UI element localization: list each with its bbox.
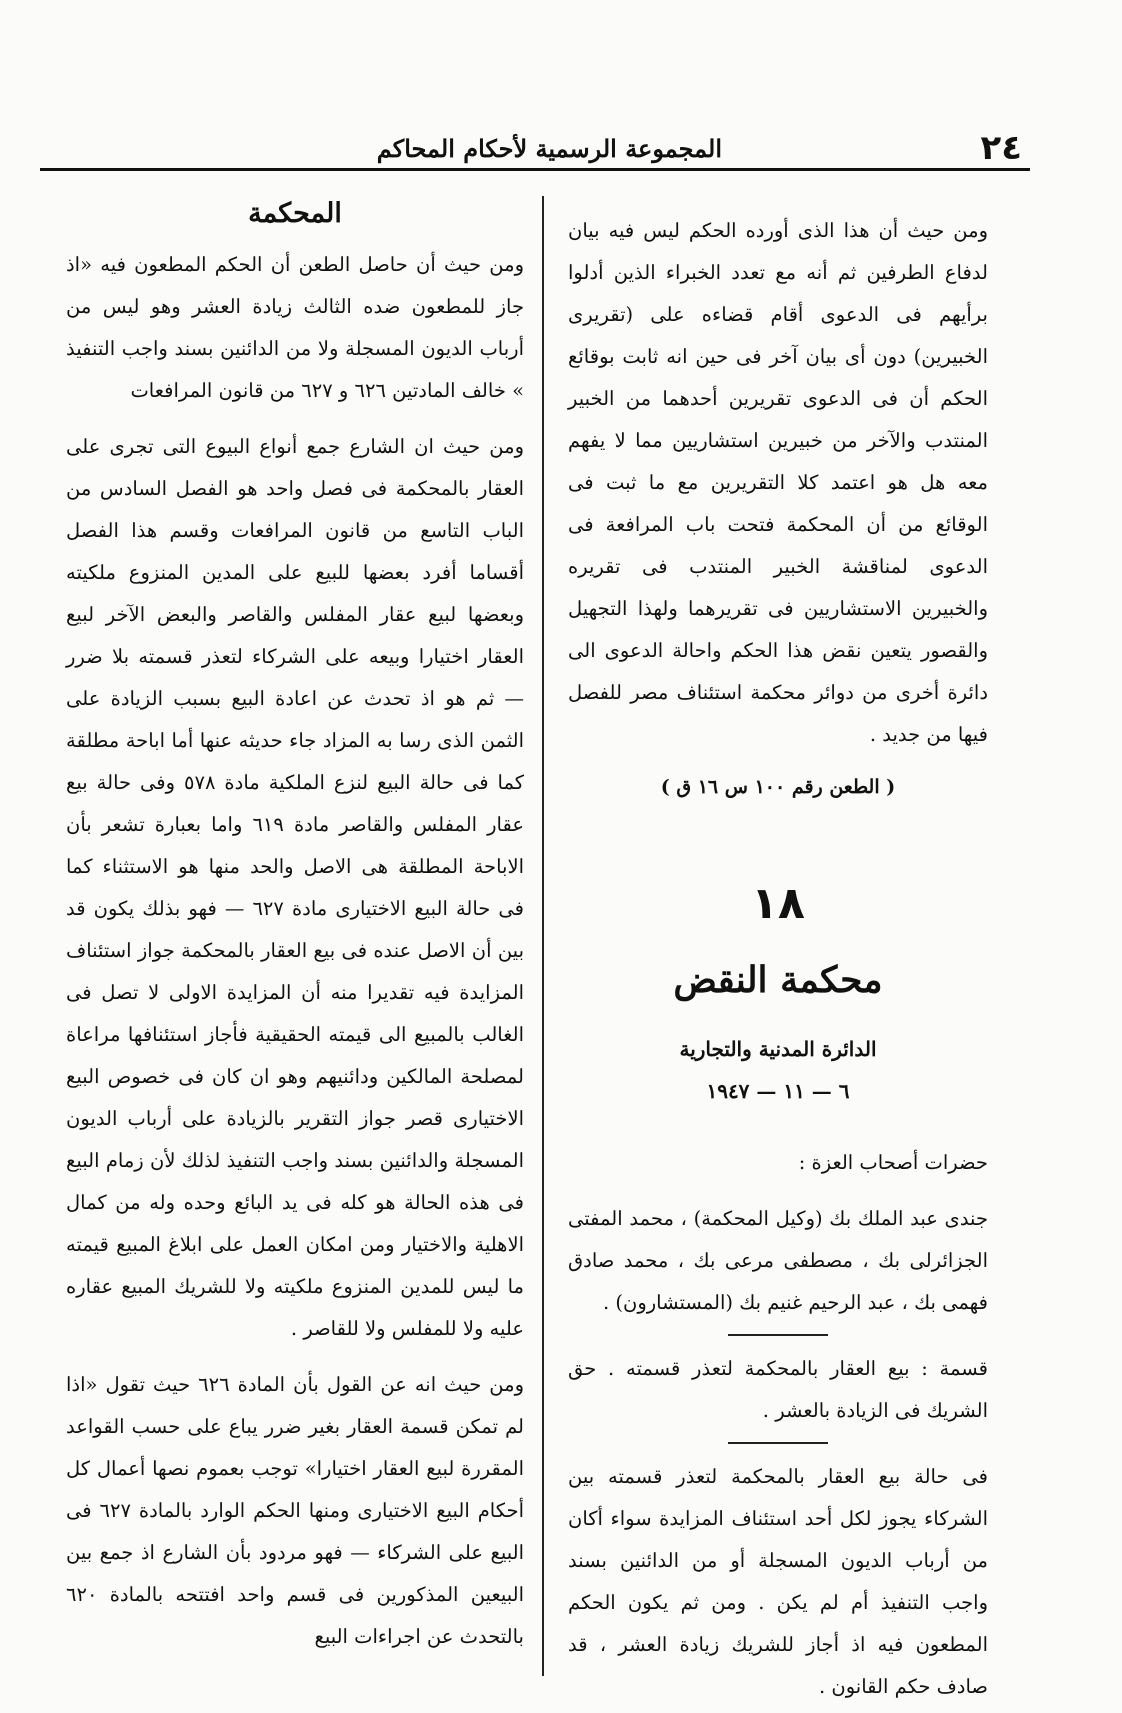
running-title: المجموعة الرسمية لأحكام المحاكم bbox=[376, 134, 722, 163]
appeal-reference: ( الطعن رقم ١٠٠ س ١٦ ق ) bbox=[660, 776, 896, 798]
judgment-date: ٦ — ١١ — ١٩٤٧ bbox=[706, 1079, 850, 1103]
ruling-paragraph: ومن حيث انه عن القول بأن المادة ٦٢٦ حيث تقول «اذا لم تمكن قسمة العقار بغير ضرر يباع على حسب القواعد المقررة لبيع العقار اختيارا» توجب بعموم نصها أعمال كل أحكام البيع الاختيارى ومنها الحكم الوارد بالمادة ٦٢٧ فى البيع على الشركاء — فهو مردود بأن الشارع اذ جمع بين البيعين المذكورين فى قسم واحد افتتحه بالمادة ٦٢٠ بالتحدث عن اجراءات البيع bbox=[66, 1373, 525, 1648]
header-rule bbox=[40, 168, 1030, 171]
circuit-name: الدائرة المدنية والتجارية bbox=[679, 1037, 877, 1061]
column-divider bbox=[542, 196, 544, 1676]
ruling-paragraph: ومن حيث أن حاصل الطعن أن الحكم المطعون فيه «اذ جاز للمطعون ضده الثالث زيادة العشر وهو ليس من أرباب الديون المسجلة ولا من الدائنين بسند واجب التنفيذ » خالف المادتين ٦٢٦ و ٦٢٧ من قانون المرافعات bbox=[66, 253, 524, 402]
judgment-paragraph: ومن حيث أن هذا الذى أورده الحكم ليس فيه بيان لدفاع الطرفين ثم أنه مع تعدد الخبراء الذين أدلوا برأيهم فى الدعوى أقام قضاءه على (تقريرى الخبيرين) دون أى بيان آخر فى حين انه ثابت بوقائع الحكم أن فى الدعوى تقريرين أحدهما من الخبير المنتدب والآخر من خبيرين استشاريين مما لا يفهم معه هل هو اعتمد كلا التقريرين مع ما ثبت فى الوقائع من أن المحكمة فتحت باب المرافعة فى الدعوى لمناقشة الخبير المنتدب فى تقريره والخبيرين الاستشاريين فى تقريرهما ولهذا التجهيل والقصور يتعين نقض هذا الحكم واحالة الدعوى الى دائرة أخرى من دوائر محكمة استئناف مصر للفصل فيها من جديد . bbox=[568, 219, 988, 746]
right-column bbox=[568, 210, 988, 1708]
judges-label: حضرات أصحاب العزة : bbox=[798, 1151, 988, 1174]
ruling-paragraph: ومن حيث ان الشارع جمع أنواع البيوع التى تجرى على العقار بالمحكمة فى فصل واحد هو الفصل السادس من الباب التاسع من قانون المرافعات وقسم هذا الفصل أقساما أفرد بعضها للبيع على المدين المنزوع ملكيته وبعضها لبيع عقار المفلس والقاصر والبعض الآخر لبيع العقار اختيارا وبيعه على الشركاء لتعذر قسمته بلا ضرر — ثم هو اذ تحدث عن اعادة البيع بسبب الزيادة على الثمن الذى رسا به المزاد جاء حديثه عنها أما اباحة مطلقة كما فى حالة البيع لنزع الملكية مادة ٥٧٨ وفى حالة بيع عقار المفلس والقاصر مادة ٦١٩ واما بعبارة تشعر بأن الاباحة المطلقة هى الاصل والحد منها هو الاستثناء كما فى حالة البيع الاختيارى مادة ٦٢٧ — فهو بذلك يكون قد بين أن الاصل عنده فى بيع العقار بالمحكمة جواز استئناف المزايدة فيه تقديرا منه أن المزايدة الاولى لا تصل فى الغالب بالمبيع الى قيمته الحقيقية فأجاز استئنافها مراعاة لمصلحة المالكين ودائنيهم وهو ان كان فى خصوص البيع الاختيارى قصر جواز التقرير بالزيادة على أرباب الديون المسجلة والدائنين بسند واجب التنفيذ لذلك لأن زمام البيع فى هذه الحالة هو كله فى يد البائع وحده وله من كمال الاهلية والاختيار ومن امكان العمل على ابلاغ المبيع قيمته ما ليس للمدين المنزوع ملكيته ولا للشريك المبيع عقاره عليه ولا للمفلس ولا للقاصر . bbox=[66, 435, 524, 1340]
court-name: محكمة النقض bbox=[673, 959, 883, 1001]
left-column bbox=[66, 192, 524, 1658]
subject-summary: قسمة : بيع العقار بالمحكمة لتعذر قسمته . حق الشريك فى الزيادة بالعشر . bbox=[568, 1357, 988, 1422]
separator-rule bbox=[728, 1334, 828, 1336]
legal-principle: فى حالة بيع العقار بالمحكمة لتعذر قسمته بين الشركاء يجوز لكل أحد استئناف المزايدة سواء أكان من أرباب الديون المسجلة أو من الدائنين بسند واجب التنفيذ أم لم يكن . ومن ثم يكون الحكم المطعون فيه اذ أجاز للشريك زيادة العشر ، قد صادف حكم القانون . bbox=[568, 1465, 988, 1698]
page-number: ٢٤ bbox=[980, 128, 1022, 168]
separator-rule bbox=[728, 1442, 828, 1444]
case-number: ١٨ bbox=[751, 878, 805, 929]
judges-list: جندى عبد الملك بك (وكيل المحكمة) ، محمد المفتى الجزائرلى بك ، مصطفى مرعى بك ، محمد صادق فهمى بك ، عبد الرحيم غنيم بك (المستشارون) . bbox=[568, 1207, 988, 1314]
section-heading: المحكمة bbox=[248, 198, 342, 229]
